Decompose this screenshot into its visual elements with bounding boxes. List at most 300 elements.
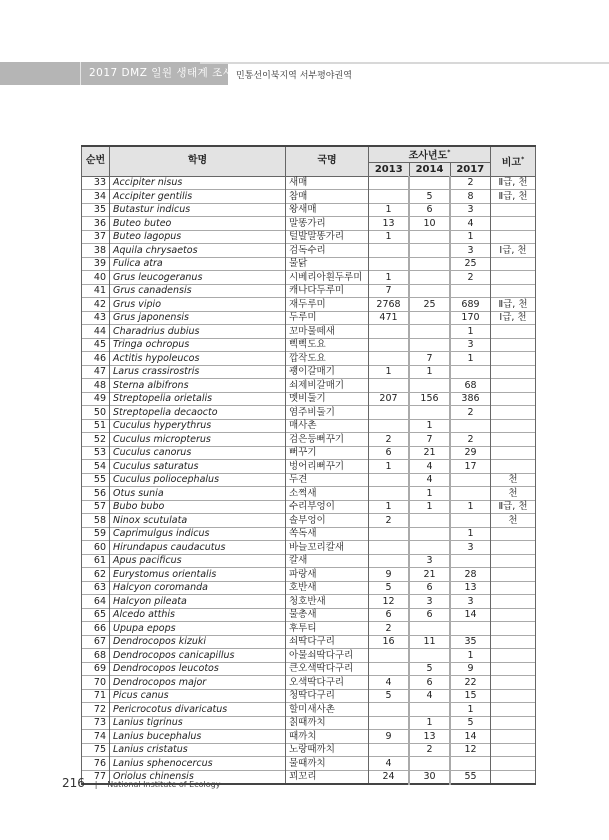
cell-2017: 35 (450, 635, 491, 649)
cell-2014 (409, 176, 450, 190)
cell-no: 44 (82, 325, 110, 339)
cell-2014: 21 (409, 446, 450, 460)
cell-remark: Ⅱ급, 천 (491, 190, 536, 204)
cell-2014 (409, 406, 450, 420)
cell-2014: 3 (409, 554, 450, 568)
cell-remark (491, 730, 536, 744)
cell-scientific-name: Larus crassirostris (110, 365, 286, 379)
cell-2017 (450, 514, 491, 528)
cell-remark (491, 433, 536, 447)
table-row (82, 541, 536, 555)
cell-2013: 2 (369, 622, 410, 636)
cell-2014: 3 (409, 595, 450, 609)
cell-2014: 4 (409, 473, 450, 487)
cell-2017: 5 (450, 716, 491, 730)
cell-2013 (369, 649, 410, 663)
cell-2013 (369, 190, 410, 204)
cell-korean-name: 쏙독새 (286, 527, 369, 541)
cell-korean-name: 벙어리뻐꾸기 (286, 460, 369, 474)
cell-scientific-name: Actitis hypoleucos (110, 352, 286, 366)
cell-2014: 1 (409, 419, 450, 433)
cell-2014: 13 (409, 730, 450, 744)
cell-2017: 55 (450, 770, 491, 784)
cell-2013: 1 (369, 203, 410, 217)
col-remark (491, 146, 536, 176)
cell-korean-name: 멧비둘기 (286, 392, 369, 406)
cell-korean-name: 칡때까치 (286, 716, 369, 730)
cell-2013 (369, 662, 410, 676)
table-row (82, 581, 536, 595)
cell-2013: 12 (369, 595, 410, 609)
cell-2017: 3 (450, 244, 491, 258)
cell-2017: 14 (450, 608, 491, 622)
cell-scientific-name: Caprimulgus indicus (110, 527, 286, 541)
cell-korean-name: 꾀꼬리 (286, 770, 369, 784)
cell-2017: 386 (450, 392, 491, 406)
remark-label: 비고 (501, 157, 522, 169)
cell-scientific-name: Grus canadensis (110, 284, 286, 298)
cell-korean-name: 꼬마물떼새 (286, 325, 369, 339)
cell-2014: 7 (409, 352, 450, 366)
cell-scientific-name: Lanius tigrinus (110, 716, 286, 730)
cell-remark (491, 203, 536, 217)
cell-scientific-name: Apus pacificus (110, 554, 286, 568)
cell-2013 (369, 473, 410, 487)
table-row (82, 284, 536, 298)
cell-no: 37 (82, 230, 110, 244)
cell-korean-name: 검독수리 (286, 244, 369, 258)
cell-2013 (369, 541, 410, 555)
cell-korean-name: 참매 (286, 190, 369, 204)
cell-2014: 1 (409, 365, 450, 379)
table-row (82, 689, 536, 703)
table-row (82, 271, 536, 285)
cell-scientific-name: Dendrocopos canicapillus (110, 649, 286, 663)
cell-2014 (409, 527, 450, 541)
cell-korean-name: 솔부엉이 (286, 514, 369, 528)
cell-2013 (369, 716, 410, 730)
cell-2017: 689 (450, 298, 491, 312)
col-survey-years (369, 146, 491, 163)
cell-2013: 5 (369, 581, 410, 595)
cell-2017: 1 (450, 500, 491, 514)
cell-2017: 1 (450, 352, 491, 366)
cell-korean-name: 매사촌 (286, 419, 369, 433)
col-2017: 2017 (450, 163, 491, 177)
cell-no: 75 (82, 743, 110, 757)
cell-scientific-name: Halcyon coromanda (110, 581, 286, 595)
cell-korean-name: 뻐꾸기 (286, 446, 369, 460)
table-row (82, 635, 536, 649)
cell-scientific-name: Accipiter gentilis (110, 190, 286, 204)
cell-2014: 4 (409, 689, 450, 703)
cell-korean-name: 왕새매 (286, 203, 369, 217)
cell-2014 (409, 703, 450, 717)
cell-2013: 6 (369, 446, 410, 460)
cell-remark (491, 406, 536, 420)
cell-no: 67 (82, 635, 110, 649)
cell-no: 46 (82, 352, 110, 366)
table-row (82, 325, 536, 339)
cell-no: 47 (82, 365, 110, 379)
cell-korean-name: 호반새 (286, 581, 369, 595)
cell-korean-name: 물닭 (286, 257, 369, 271)
table-row (82, 190, 536, 204)
cell-scientific-name: Cuculus hyperythrus (110, 419, 286, 433)
cell-2014 (409, 325, 450, 339)
cell-2014 (409, 257, 450, 271)
table-row (82, 365, 536, 379)
cell-2014: 4 (409, 460, 450, 474)
cell-scientific-name: Charadrius dubius (110, 325, 286, 339)
cell-2014 (409, 622, 450, 636)
cell-no: 43 (82, 311, 110, 325)
table-row (82, 244, 536, 258)
cell-korean-name: 노랑때까치 (286, 743, 369, 757)
cell-2013: 1 (369, 460, 410, 474)
cell-remark (491, 554, 536, 568)
cell-remark (491, 325, 536, 339)
footer-separator: | (94, 780, 98, 789)
cell-2013: 9 (369, 730, 410, 744)
cell-korean-name: 캐나다두루미 (286, 284, 369, 298)
cell-scientific-name: Upupa epops (110, 622, 286, 636)
table-row (82, 716, 536, 730)
cell-2017: 2 (450, 271, 491, 285)
cell-scientific-name: Streptopelia orietalis (110, 392, 286, 406)
cell-2017: 2 (450, 433, 491, 447)
cell-2017 (450, 757, 491, 771)
cell-korean-name: 말똥가리 (286, 217, 369, 231)
table-row (82, 311, 536, 325)
table-row (82, 460, 536, 474)
cell-korean-name: 아물쇠딱다구리 (286, 649, 369, 663)
cell-2013 (369, 352, 410, 366)
cell-2017 (450, 554, 491, 568)
cell-remark (491, 352, 536, 366)
cell-korean-name: 깝작도요 (286, 352, 369, 366)
cell-2013: 471 (369, 311, 410, 325)
cell-korean-name: 염주비둘기 (286, 406, 369, 420)
cell-no: 49 (82, 392, 110, 406)
cell-2017 (450, 487, 491, 501)
footnote-mark: * (447, 149, 451, 156)
cell-no: 54 (82, 460, 110, 474)
cell-2013 (369, 419, 410, 433)
cell-korean-name: 괭이갈매기 (286, 365, 369, 379)
cell-2017: 3 (450, 338, 491, 352)
cell-no: 71 (82, 689, 110, 703)
cell-2017: 68 (450, 379, 491, 393)
cell-2014 (409, 649, 450, 663)
cell-2013: 4 (369, 757, 410, 771)
cell-2014: 7 (409, 433, 450, 447)
cell-korean-name: 쇠제비갈매기 (286, 379, 369, 393)
cell-2017 (450, 473, 491, 487)
cell-scientific-name: Dendrocopos leucotos (110, 662, 286, 676)
cell-korean-name: 두견 (286, 473, 369, 487)
cell-2013: 1 (369, 230, 410, 244)
cell-2017 (450, 365, 491, 379)
table-row (82, 595, 536, 609)
cell-remark (491, 716, 536, 730)
cell-2014 (409, 541, 450, 555)
cell-no: 63 (82, 581, 110, 595)
cell-remark (491, 541, 536, 555)
cell-2013: 1 (369, 365, 410, 379)
cell-no: 74 (82, 730, 110, 744)
cell-no: 41 (82, 284, 110, 298)
cell-no: 62 (82, 568, 110, 582)
cell-no: 72 (82, 703, 110, 717)
cell-2014: 1 (409, 500, 450, 514)
cell-2014: 11 (409, 635, 450, 649)
cell-2014 (409, 230, 450, 244)
cell-scientific-name: Cuculus micropterus (110, 433, 286, 447)
cell-2013: 2 (369, 514, 410, 528)
cell-korean-name: 수리부엉이 (286, 500, 369, 514)
cell-scientific-name: Halcyon pileata (110, 595, 286, 609)
table-row (82, 203, 536, 217)
cell-remark (491, 622, 536, 636)
header-rule (200, 62, 609, 64)
cell-scientific-name: Oriolus chinensis (110, 770, 286, 784)
cell-scientific-name: Bubo bubo (110, 500, 286, 514)
table-row (82, 568, 536, 582)
cell-scientific-name: Cuculus saturatus (110, 460, 286, 474)
table-row (82, 446, 536, 460)
cell-scientific-name: Lanius bucephalus (110, 730, 286, 744)
cell-2014 (409, 757, 450, 771)
table-row (82, 392, 536, 406)
cell-korean-name: 삑삑도요 (286, 338, 369, 352)
cell-2013: 7 (369, 284, 410, 298)
cell-korean-name: 새매 (286, 176, 369, 190)
cell-no: 38 (82, 244, 110, 258)
cell-2014 (409, 514, 450, 528)
cell-2017: 4 (450, 217, 491, 231)
footer-org: National Institute of Ecology (107, 780, 221, 789)
page-footer (62, 776, 220, 790)
cell-2017: 8 (450, 190, 491, 204)
cell-remark: Ⅱ급, 천 (491, 176, 536, 190)
table-row (82, 338, 536, 352)
cell-no: 77 (82, 770, 110, 784)
cell-2017: 2 (450, 176, 491, 190)
cell-no: 69 (82, 662, 110, 676)
cell-no: 73 (82, 716, 110, 730)
cell-no: 45 (82, 338, 110, 352)
table-row (82, 352, 536, 366)
cell-remark (491, 271, 536, 285)
cell-remark (491, 581, 536, 595)
cell-scientific-name: Buteo lagopus (110, 230, 286, 244)
cell-remark: Ⅱ급, 천 (491, 298, 536, 312)
table-row (82, 217, 536, 231)
cell-2013 (369, 325, 410, 339)
cell-remark: 천 (491, 487, 536, 501)
cell-2014: 6 (409, 581, 450, 595)
table-row (82, 500, 536, 514)
col-no: 순번 (82, 146, 110, 176)
cell-2017 (450, 622, 491, 636)
cell-scientific-name: Accipiter nisus (110, 176, 286, 190)
cell-scientific-name: Streptopelia decaocto (110, 406, 286, 420)
cell-no: 58 (82, 514, 110, 528)
table-row (82, 730, 536, 744)
cell-2013: 24 (369, 770, 410, 784)
col-2014: 2014 (409, 163, 450, 177)
cell-remark (491, 770, 536, 784)
table-row (82, 487, 536, 501)
page-number: 216 (62, 776, 85, 790)
cell-remark (491, 365, 536, 379)
cell-korean-name: 물때까치 (286, 757, 369, 771)
cell-2017: 1 (450, 230, 491, 244)
cell-korean-name: 검은등뻐꾸기 (286, 433, 369, 447)
cell-2017: 14 (450, 730, 491, 744)
cell-remark (491, 757, 536, 771)
cell-korean-name: 때까치 (286, 730, 369, 744)
cell-korean-name: 털발말똥가리 (286, 230, 369, 244)
cell-no: 53 (82, 446, 110, 460)
cell-remark (491, 527, 536, 541)
cell-scientific-name: Ninox scutulata (110, 514, 286, 528)
table-row (82, 257, 536, 271)
cell-no: 56 (82, 487, 110, 501)
cell-remark (491, 379, 536, 393)
cell-no: 76 (82, 757, 110, 771)
cell-no: 70 (82, 676, 110, 690)
cell-2013 (369, 257, 410, 271)
cell-scientific-name: Tringa ochropus (110, 338, 286, 352)
cell-scientific-name: Cuculus poliocephalus (110, 473, 286, 487)
cell-korean-name: 청딱다구리 (286, 689, 369, 703)
survey-years-label: 조사년도 (408, 150, 448, 162)
cell-2013: 4 (369, 676, 410, 690)
cell-scientific-name: Dendrocopos major (110, 676, 286, 690)
cell-2014: 1 (409, 487, 450, 501)
footnote-mark: * (521, 155, 525, 163)
table-row (82, 554, 536, 568)
cell-2017: 1 (450, 649, 491, 663)
cell-2013 (369, 406, 410, 420)
cell-remark (491, 257, 536, 271)
cell-korean-name: 청호반새 (286, 595, 369, 609)
table-row (82, 743, 536, 757)
cell-no: 60 (82, 541, 110, 555)
report-title: 2017 DMZ 일원 생태계 조사 (80, 62, 235, 85)
section-subtitle: 민통선이북지역 서부평야권역 (236, 71, 352, 81)
cell-2014: 21 (409, 568, 450, 582)
cell-2017: 3 (450, 203, 491, 217)
cell-2017 (450, 284, 491, 298)
cell-remark (491, 703, 536, 717)
cell-korean-name: 소쩍새 (286, 487, 369, 501)
cell-2013: 1 (369, 271, 410, 285)
cell-2014: 5 (409, 662, 450, 676)
table-row (82, 676, 536, 690)
cell-no: 64 (82, 595, 110, 609)
table-row (82, 406, 536, 420)
table-row (82, 298, 536, 312)
cell-remark (491, 676, 536, 690)
cell-scientific-name: Eurystomus orientalis (110, 568, 286, 582)
cell-remark (491, 419, 536, 433)
cell-scientific-name: Aquila chrysaetos (110, 244, 286, 258)
cell-scientific-name: Lanius sphenocercus (110, 757, 286, 771)
cell-no: 39 (82, 257, 110, 271)
table-row (82, 473, 536, 487)
cell-2017: 28 (450, 568, 491, 582)
cell-remark (491, 608, 536, 622)
cell-2017: 3 (450, 541, 491, 555)
cell-2017: 12 (450, 743, 491, 757)
cell-scientific-name: Butastur indicus (110, 203, 286, 217)
cell-remark (491, 662, 536, 676)
cell-scientific-name: Grus japonensis (110, 311, 286, 325)
cell-no: 61 (82, 554, 110, 568)
cell-remark (491, 635, 536, 649)
cell-remark (491, 284, 536, 298)
cell-2013 (369, 176, 410, 190)
cell-2013: 5 (369, 689, 410, 703)
cell-remark: 천 (491, 514, 536, 528)
table-row (82, 527, 536, 541)
cell-2013 (369, 743, 410, 757)
cell-no: 33 (82, 176, 110, 190)
cell-remark: Ⅰ급, 천 (491, 244, 536, 258)
cell-2013: 9 (369, 568, 410, 582)
cell-remark (491, 446, 536, 460)
cell-2014: 2 (409, 743, 450, 757)
cell-2013: 2768 (369, 298, 410, 312)
cell-2013: 6 (369, 608, 410, 622)
cell-2014: 10 (409, 217, 450, 231)
cell-2013 (369, 554, 410, 568)
cell-2014: 25 (409, 298, 450, 312)
cell-2014: 6 (409, 676, 450, 690)
cell-scientific-name: Buteo buteo (110, 217, 286, 231)
cell-2013: 207 (369, 392, 410, 406)
cell-scientific-name: Lanius cristatus (110, 743, 286, 757)
cell-2017: 2 (450, 406, 491, 420)
table-row (82, 230, 536, 244)
cell-2013: 1 (369, 500, 410, 514)
cell-korean-name: 할미새사촌 (286, 703, 369, 717)
cell-2014: 30 (409, 770, 450, 784)
cell-2017: 1 (450, 703, 491, 717)
cell-no: 35 (82, 203, 110, 217)
cell-remark (491, 230, 536, 244)
table-row (82, 176, 536, 190)
cell-2013 (369, 703, 410, 717)
cell-korean-name: 두루미 (286, 311, 369, 325)
cell-2017: 17 (450, 460, 491, 474)
table-row (82, 757, 536, 771)
cell-scientific-name: Picus canus (110, 689, 286, 703)
cell-2017: 15 (450, 689, 491, 703)
cell-2013: 13 (369, 217, 410, 231)
table-row (82, 703, 536, 717)
cell-2017: 170 (450, 311, 491, 325)
cell-2013 (369, 244, 410, 258)
cell-korean-name: 큰오색딱다구리 (286, 662, 369, 676)
cell-scientific-name: Grus vipio (110, 298, 286, 312)
col-korean-name: 국명 (286, 146, 369, 176)
cell-2017: 25 (450, 257, 491, 271)
cell-no: 36 (82, 217, 110, 231)
